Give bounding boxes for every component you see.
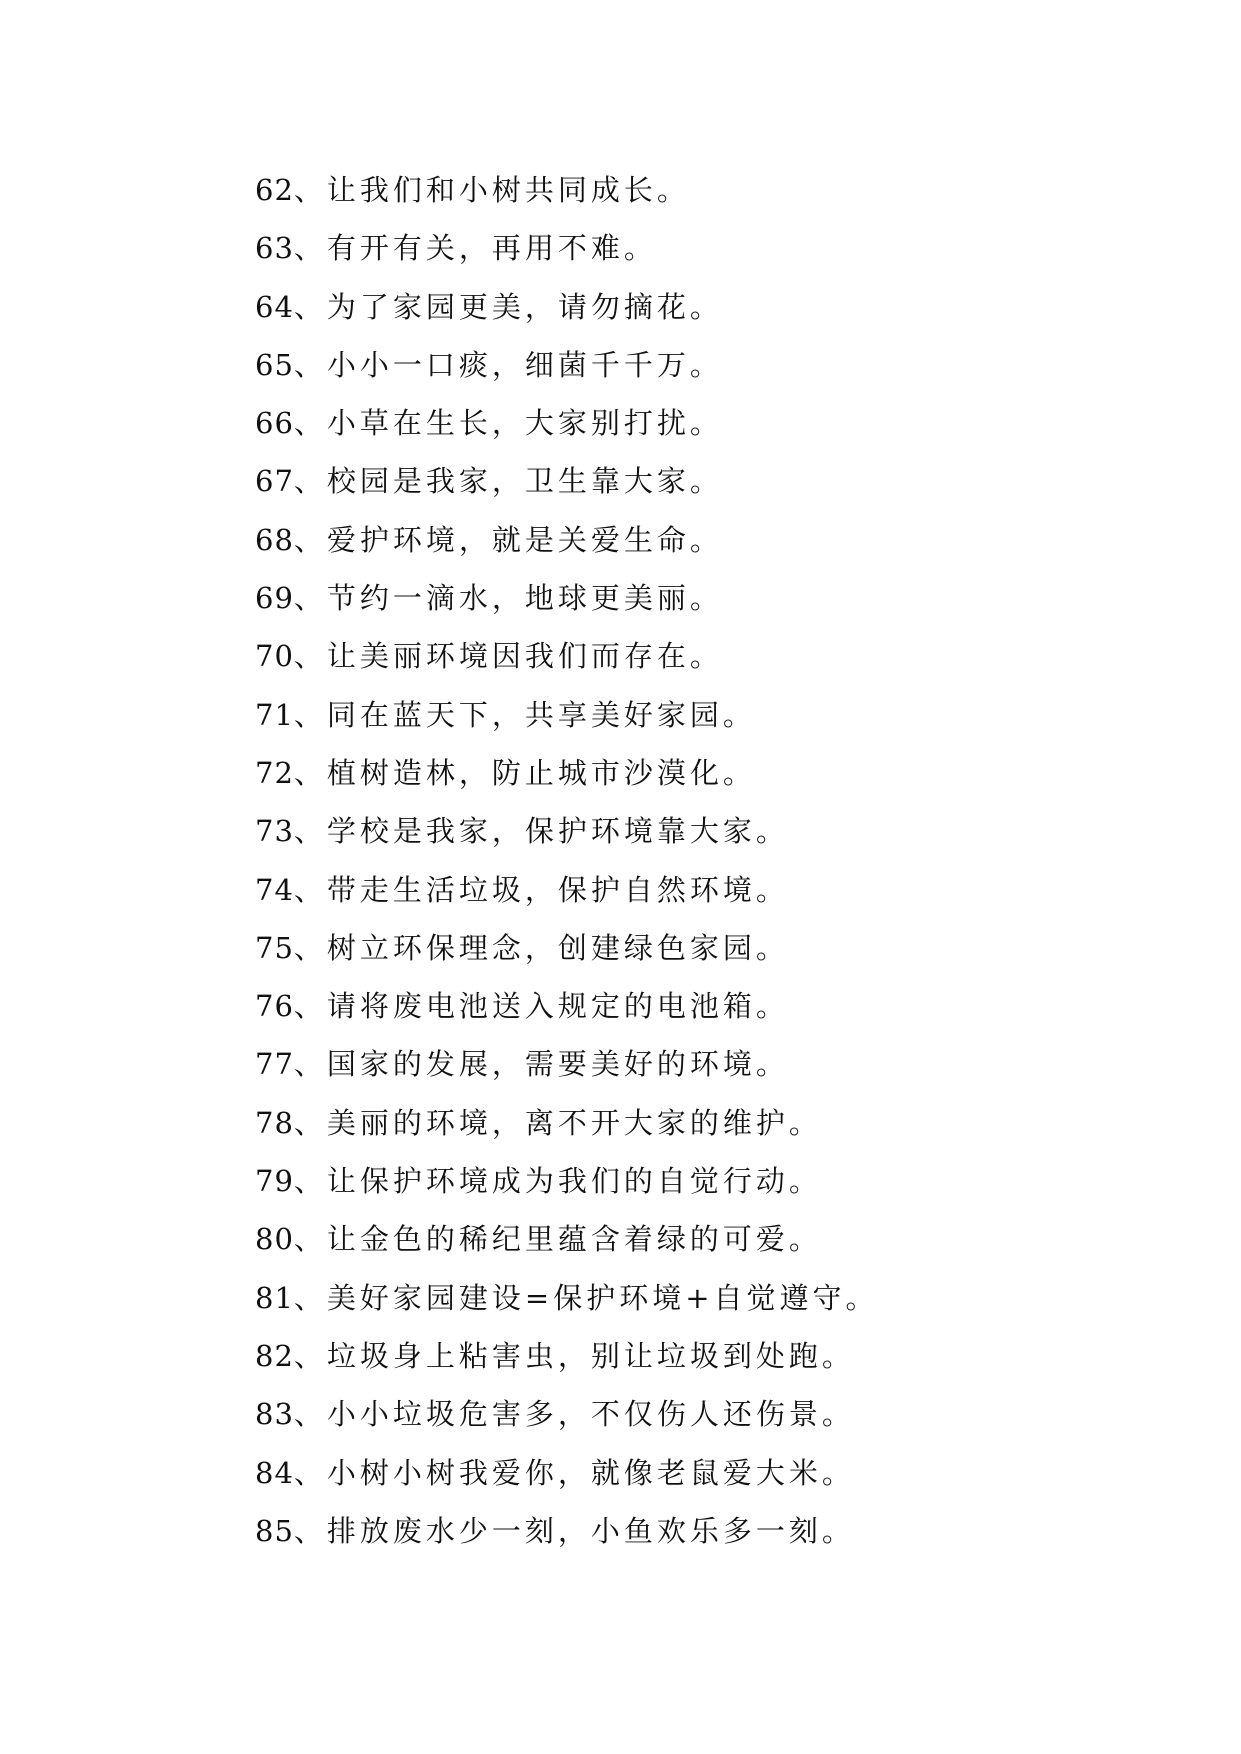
slogan-number: 65 xyxy=(255,347,294,382)
slogan-separator: 、 xyxy=(293,1338,327,1373)
slogan-line xyxy=(255,861,879,919)
slogan-number: 66 xyxy=(255,406,294,441)
slogan-number: 80 xyxy=(255,1222,294,1257)
slogan-text: 同在蓝天下，共享美好家园。 xyxy=(326,697,756,732)
slogan-text: 让保护环境成为我们的自觉行动。 xyxy=(326,1164,822,1199)
slogan-separator: 、 xyxy=(293,697,327,732)
slogan-number: 77 xyxy=(255,1047,294,1082)
slogan-text: 小小垃圾危害多，不仅伤人还伤景。 xyxy=(326,1397,855,1432)
slogan-line xyxy=(255,1385,879,1443)
slogan-number: 84 xyxy=(255,1455,294,1490)
slogan-text: 爱护环境，就是关爱生命。 xyxy=(326,522,723,557)
slogan-separator: 、 xyxy=(293,289,327,324)
slogan-number: 69 xyxy=(255,581,294,616)
slogan-number: 81 xyxy=(255,1280,294,1315)
slogan-number: 64 xyxy=(255,289,294,324)
slogan-separator: 、 xyxy=(293,930,327,965)
slogan-number: 72 xyxy=(255,755,294,790)
slogan-line xyxy=(255,919,879,977)
slogan-text: 为了家园更美，请勿摘花。 xyxy=(326,289,723,324)
slogan-text: 节约一滴水，地球更美丽。 xyxy=(326,581,723,616)
slogan-number: 85 xyxy=(255,1513,294,1548)
slogan-line xyxy=(255,802,879,860)
slogan-line xyxy=(255,686,879,744)
slogan-line xyxy=(255,1502,879,1560)
slogan-line xyxy=(255,219,879,277)
slogan-separator: 、 xyxy=(293,464,327,499)
slogan-text: 国家的发展，需要美好的环境。 xyxy=(326,1047,789,1082)
slogan-list xyxy=(255,161,879,1560)
slogan-line xyxy=(255,1094,879,1152)
slogan-separator: 、 xyxy=(293,347,327,382)
slogan-text: 带走生活垃圾，保护自然环境。 xyxy=(326,872,789,907)
slogan-line xyxy=(255,452,879,510)
slogan-number: 76 xyxy=(255,989,294,1024)
slogan-line xyxy=(255,1269,879,1327)
slogan-separator: 、 xyxy=(293,1455,327,1490)
slogan-text: 小草在生长，大家别打扰。 xyxy=(326,406,723,441)
slogan-text: 让金色的稀纪里蕴含着绿的可爱。 xyxy=(326,1222,822,1257)
slogan-number: 63 xyxy=(255,231,294,266)
slogan-separator: 、 xyxy=(293,173,327,207)
slogan-line xyxy=(255,394,879,452)
slogan-text: 排放废水少一刻，小鱼欢乐多一刻。 xyxy=(326,1513,855,1548)
slogan-line xyxy=(255,1327,879,1385)
slogan-line xyxy=(255,336,879,394)
slogan-line xyxy=(255,1444,879,1502)
slogan-text: 有开有关，再用不难。 xyxy=(326,231,657,266)
slogan-number: 75 xyxy=(255,930,294,965)
slogan-number: 62 xyxy=(255,173,294,207)
slogan-separator: 、 xyxy=(293,814,327,849)
slogan-text: 让美丽环境因我们而存在。 xyxy=(326,639,723,674)
slogan-separator: 、 xyxy=(293,755,327,790)
slogan-separator: 、 xyxy=(293,872,327,907)
slogan-number: 70 xyxy=(255,639,294,674)
slogan-separator: 、 xyxy=(293,406,327,441)
slogan-line xyxy=(255,569,879,627)
slogan-line xyxy=(255,1035,879,1093)
slogan-text: 小树小树我爱你，就像老鼠爱大米。 xyxy=(326,1455,855,1490)
slogan-separator: 、 xyxy=(293,522,327,557)
slogan-separator: 、 xyxy=(293,1047,327,1082)
slogan-text: 美丽的环境，离不开大家的维护。 xyxy=(326,1105,822,1140)
slogan-text: 校园是我家，卫生靠大家。 xyxy=(326,464,723,499)
slogan-line xyxy=(255,977,879,1035)
slogan-number: 74 xyxy=(255,872,294,907)
slogan-separator: 、 xyxy=(293,581,327,616)
slogan-number: 68 xyxy=(255,522,294,557)
slogan-text: 美好家园建设=保护环境+自觉遵守。 xyxy=(326,1280,879,1315)
slogan-text: 垃圾身上粘害虫，别让垃圾到处跑。 xyxy=(326,1338,855,1373)
slogan-line xyxy=(255,744,879,802)
slogan-number: 71 xyxy=(255,697,294,732)
slogan-separator: 、 xyxy=(293,1280,327,1315)
slogan-number: 78 xyxy=(255,1105,294,1140)
slogan-separator: 、 xyxy=(293,1222,327,1257)
slogan-line xyxy=(255,161,879,219)
slogan-separator: 、 xyxy=(293,1105,327,1140)
slogan-separator: 、 xyxy=(293,1164,327,1199)
slogan-line xyxy=(255,1210,879,1268)
slogan-number: 82 xyxy=(255,1338,294,1373)
slogan-separator: 、 xyxy=(293,1397,327,1432)
slogan-text: 让我们和小树共同成长。 xyxy=(326,173,690,207)
slogan-text: 植树造林，防止城市沙漠化。 xyxy=(326,755,756,790)
slogan-separator: 、 xyxy=(293,1513,327,1548)
slogan-separator: 、 xyxy=(293,639,327,674)
slogan-number: 83 xyxy=(255,1397,294,1432)
slogan-text: 学校是我家，保护环境靠大家。 xyxy=(326,814,789,849)
slogan-separator: 、 xyxy=(293,989,327,1024)
slogan-text: 请将废电池送入规定的电池箱。 xyxy=(326,989,789,1024)
slogan-text: 树立环保理念，创建绿色家园。 xyxy=(326,930,789,965)
slogan-number: 73 xyxy=(255,814,294,849)
slogan-number: 67 xyxy=(255,464,294,499)
slogan-line xyxy=(255,1152,879,1210)
slogan-line xyxy=(255,278,879,336)
slogan-line xyxy=(255,511,879,569)
slogan-text: 小小一口痰，细菌千千万。 xyxy=(326,347,723,382)
slogan-separator: 、 xyxy=(293,231,327,266)
slogan-number: 79 xyxy=(255,1164,294,1199)
slogan-line xyxy=(255,627,879,685)
